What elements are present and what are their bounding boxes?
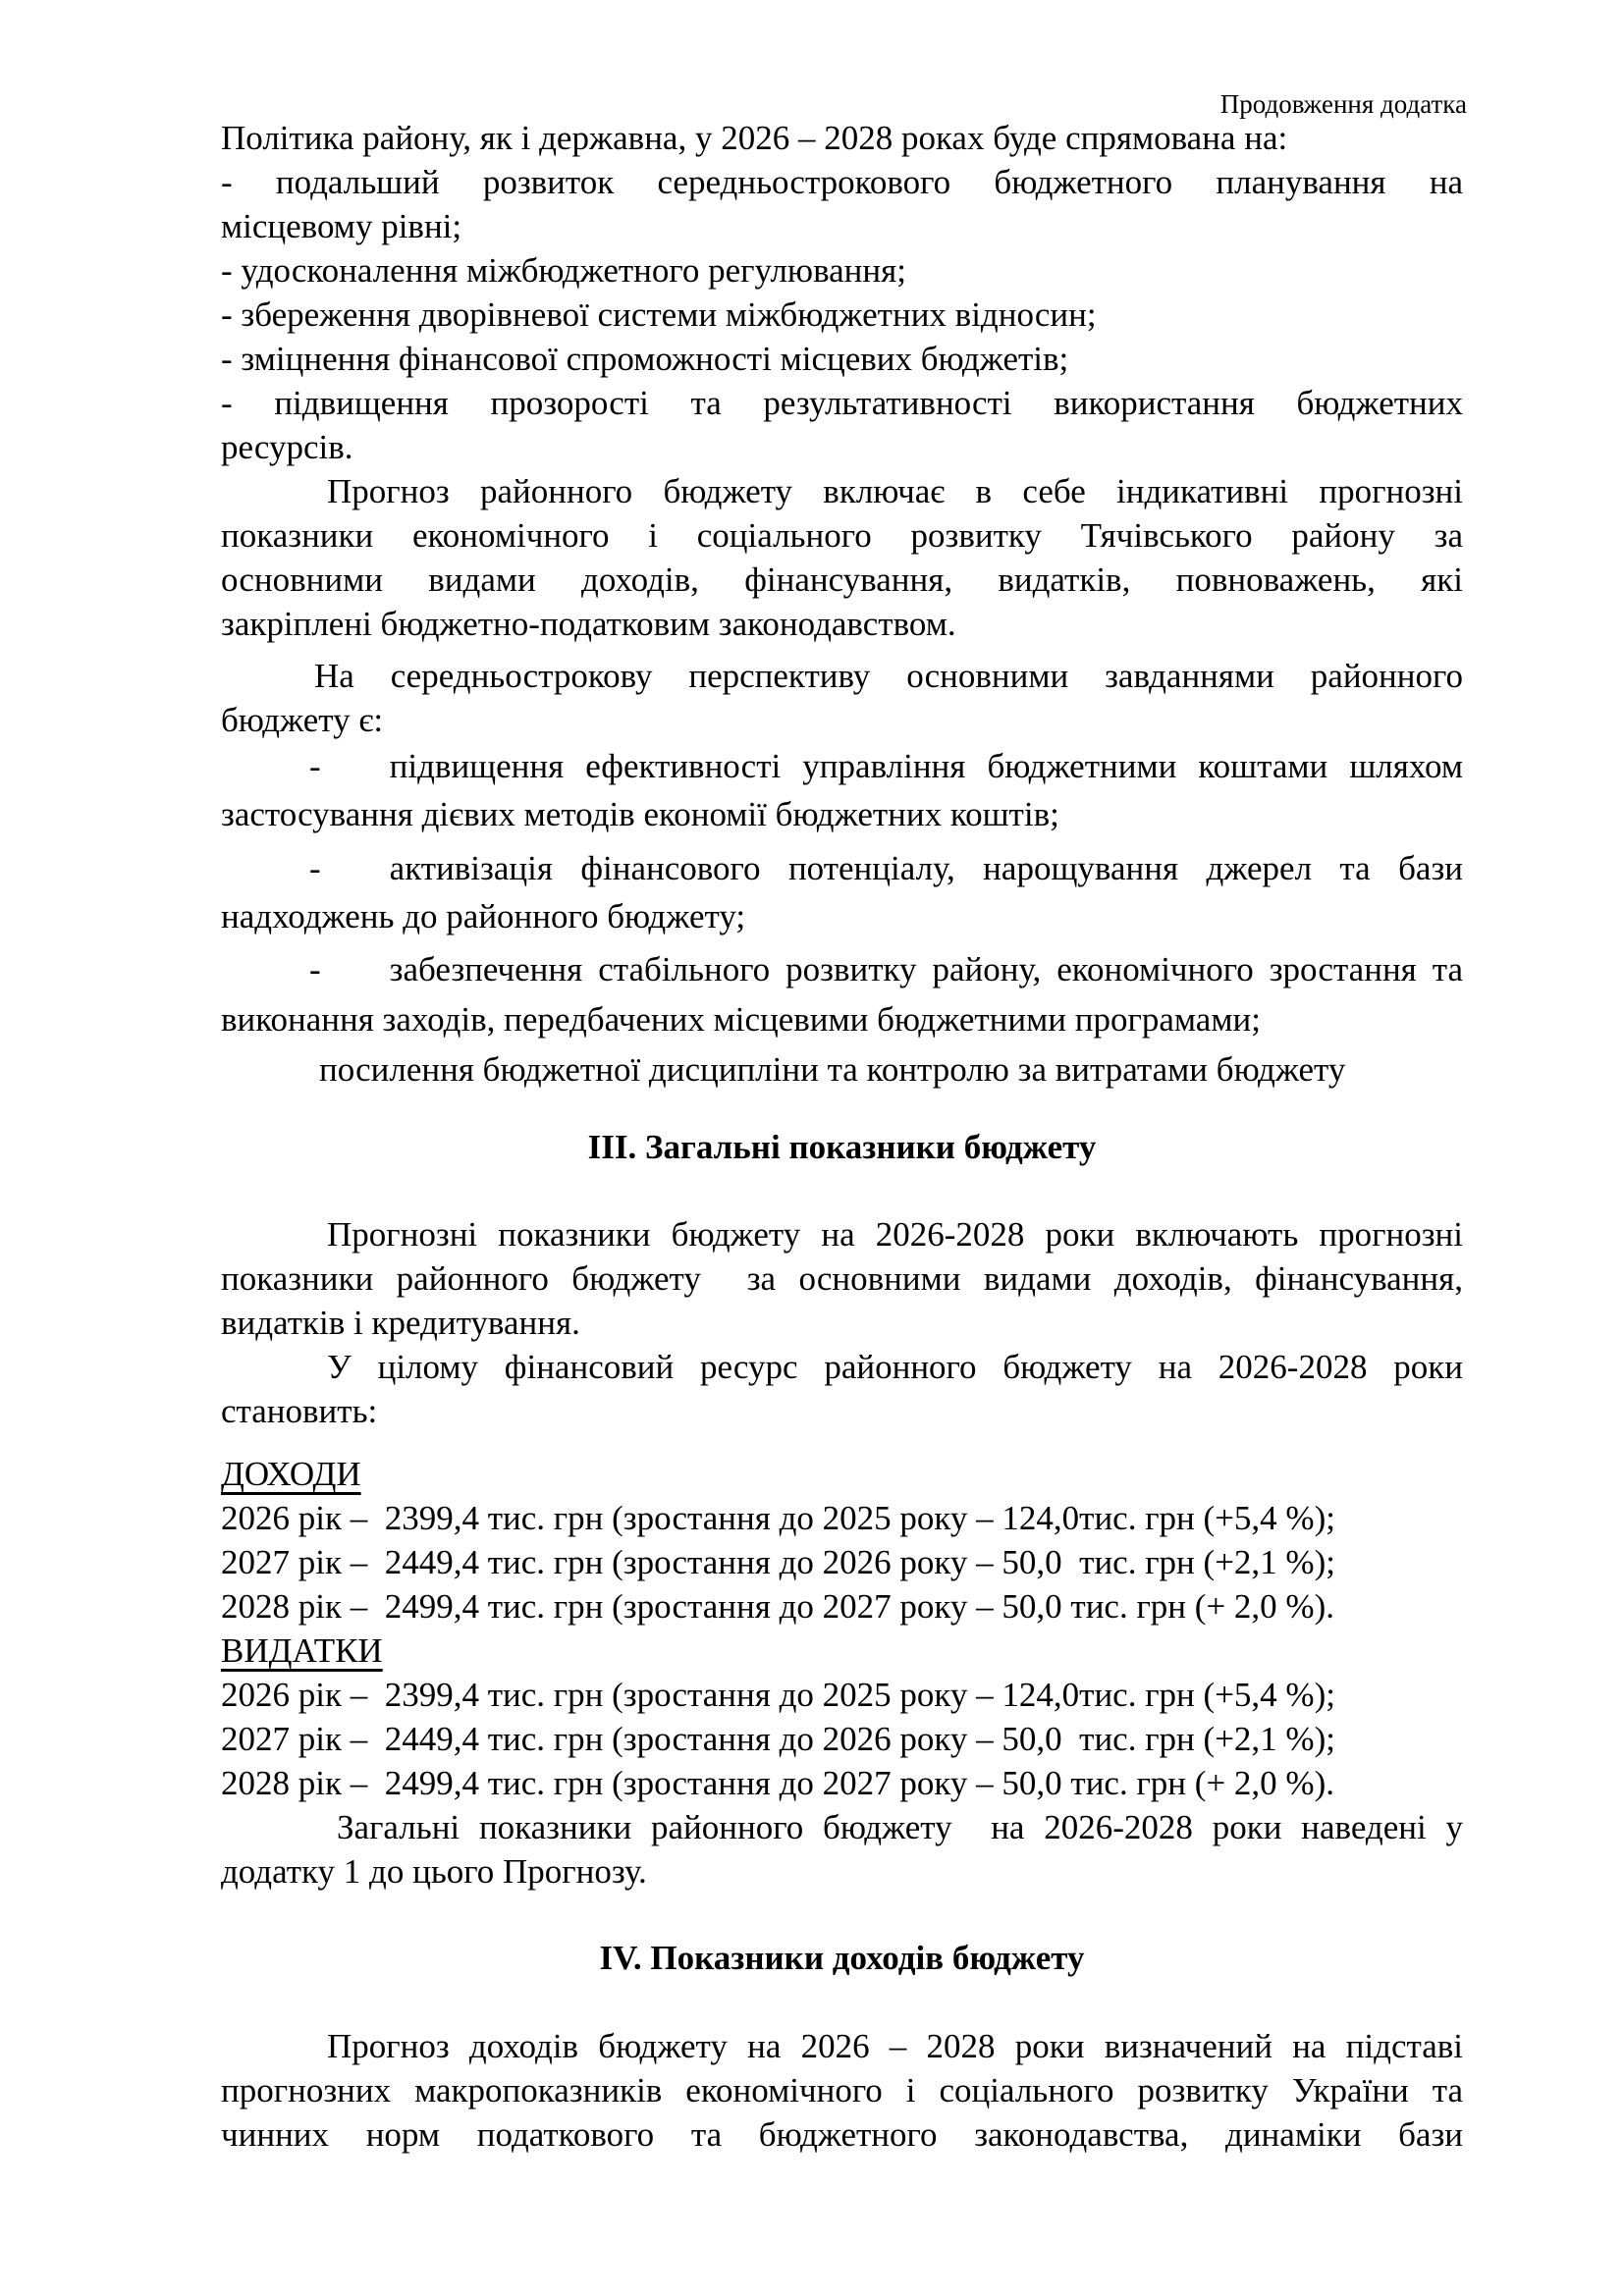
- underlined-label: ВИДАТКИ: [221, 1631, 383, 1670]
- text-line: Прогноз районного бюджету включає в себе індикативні прогнозні: [327, 472, 1463, 510]
- text-line: додатку 1 до цього Прогнозу.: [221, 1852, 647, 1891]
- text-line: - подальший розвиток середньострокового бюджетного планування на: [221, 163, 1463, 201]
- text-line: 2027 рік – 2449,4 тис. грн (зростання до 2026 року – 50,0 тис. грн (+2,1 %);: [221, 1720, 1335, 1758]
- document-body: [221, 116, 1463, 2157]
- text-line: - активізація фінансового потенціалу, нарощування джерел та бази: [309, 849, 1463, 887]
- text-line: - підвищення прозорості та результативності використання бюджетних: [221, 384, 1463, 422]
- text-line: Загальні показники районного бюджету на 2026-2028 роки наведені у: [337, 1808, 1463, 1846]
- text-line: показники районного бюджету за основними видами доходів, фінансування,: [221, 1259, 1463, 1298]
- text-line: становить:: [221, 1392, 378, 1430]
- section-heading: IV. Показники доходів бюджету: [599, 1939, 1085, 1977]
- text-line: виконання заходів, передбачених місцевими бюджетними програмами;: [221, 1000, 1261, 1039]
- section-heading: III. Загальні показники бюджету: [587, 1128, 1097, 1166]
- text-line: ресурсів.: [221, 428, 353, 466]
- text-line: прогнозних макропоказників економічного і соціального розвитку України та: [221, 2071, 1463, 2109]
- text-line: місцевому рівні;: [221, 207, 462, 245]
- text-line: посилення бюджетної дисципліни та контролю за витратами бюджету: [319, 1050, 1346, 1089]
- text-line: Прогнозні показники бюджету на 2026-2028 роки включають прогнозні: [327, 1215, 1463, 1254]
- text-line: Прогноз доходів бюджету на 2026 – 2028 роки визначений на підставі: [327, 2027, 1463, 2065]
- text-line: показники економічного і соціального розвитку Тячівського району за: [221, 516, 1463, 555]
- text-line: надходжень до районного бюджету;: [221, 897, 746, 935]
- tab-spacer: [321, 776, 390, 777]
- text-line: - зміцнення фінансової спроможності місцевих бюджетів;: [221, 340, 1069, 378]
- text-line: 2027 рік – 2449,4 тис. грн (зростання до 2026 року – 50,0 тис. грн (+2,1 %);: [221, 1543, 1335, 1581]
- text-line: застосування дієвих методів економії бюджетних коштів;: [221, 795, 1059, 833]
- text-line: - забезпечення стабільного розвитку району, економічного зростання та: [309, 950, 1463, 988]
- text-line: У цілому фінансовий ресурс районного бюджету на 2026-2028 роки: [327, 1348, 1463, 1386]
- text-line: 2026 рік – 2399,4 тис. грн (зростання до 2025 року – 124,0тис. грн (+5,4 %);: [221, 1499, 1335, 1537]
- text-line: чинних норм податкового та бюджетного законодавства, динаміки бази: [221, 2115, 1463, 2154]
- text-line: На середньострокову перспективу основними завданнями районного: [314, 657, 1463, 695]
- text-line: основними видами доходів, фінансування, видатків, повноважень, які: [221, 561, 1463, 599]
- text-line: 2028 рік – 2499,4 тис. грн (зростання до 2027 року – 50,0 тис. грн (+ 2,0 %).: [221, 1587, 1334, 1626]
- text-line: - удосконалення міжбюджетного регулювання;: [221, 251, 906, 290]
- tab-spacer: [321, 879, 390, 880]
- text-line: 2026 рік – 2399,4 тис. грн (зростання до 2025 року – 124,0тис. грн (+5,4 %);: [221, 1676, 1335, 1714]
- text-line: - збереження дворівневої системи міжбюджетних відносин;: [221, 295, 1097, 334]
- tab-spacer: [321, 980, 390, 981]
- text-line: бюджету є:: [221, 701, 384, 739]
- header-note: Продовження додатка: [1219, 89, 1467, 119]
- text-line: закріплені бюджетно-податковим законодавством.: [221, 605, 956, 643]
- text-line: 2028 рік – 2499,4 тис. грн (зростання до 2027 року – 50,0 тис. грн (+ 2,0 %).: [221, 1764, 1334, 1802]
- text-line: видатків і кредитування.: [221, 1304, 580, 1342]
- text-line: - підвищення ефективності управління бюджетними коштами шляхом: [309, 747, 1463, 785]
- text-line: Політика району, як і державна, у 2026 – 2028 роках буде спрямована на:: [221, 119, 1288, 157]
- underlined-label: ДОХОДИ: [221, 1455, 361, 1493]
